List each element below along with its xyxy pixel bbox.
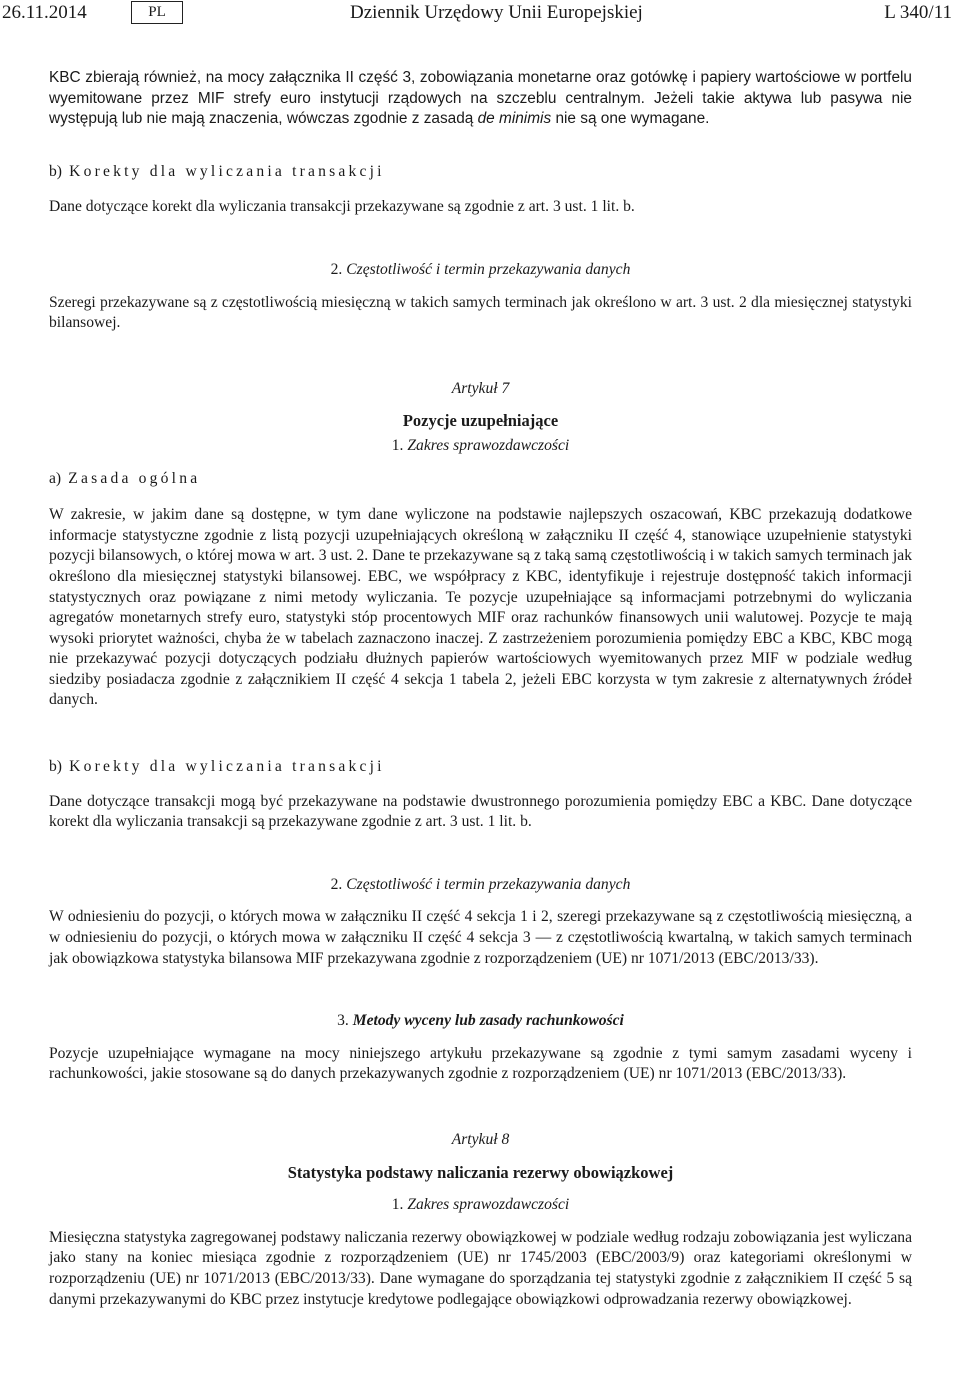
article-8-title: Statystyka podstawy naliczania rezerwy obowiązkowej — [287, 1162, 674, 1182]
journal-header — [0, 2, 960, 28]
article-7-paragraph-3: W odniesieniu do pozycji, o których mowa w załączniku II część 4 sekcja 1 i 2, szeregi przekazywane są z częstotliwością miesięczną, a w odniesieniu do pozycji, o których mowa w załączniku II część 4 sekcja 3 — z częstotliwością kwartalną, w takich samych terminach jak obowiązkowa statystyka bilansowa MIF przekazywana zgodnie z rozporządzeniem (UE) nr 1071/2013 (EBC/2013/33). — [49, 908, 912, 967]
journal-title: Dziennik Urzędowy Unii Europejskiej — [350, 2, 643, 23]
article-7-title: Pozycje uzupełniające — [402, 411, 559, 431]
article-7-subheading-corrections: b) Korekty dla wyliczania transakcji — [49, 758, 385, 776]
document-body — [49, 68, 912, 1310]
article-7-paragraph-1: W zakresie, w jakim dane są dostępne, w tym dane wyliczone na podstawie najlepszych oszacowań, KBC przekazują dodatkowe informacje statystyczne zgodnie z listą pozycji uzupełniających określoną w załączniku II część 4, stanowiące uzupełnienie statystyki pozycji bilansowych, o której mowa w art. 3 ust. 2. Dane te przekazywane są z taką samą częstotliwością i w takich samych terminach jak określono dla miesięcznej statystyki bilansowej. EBC, we współpracy z KBC, identyfikuje i rejestruje dostępność takich informacji statystycznych oraz powiązane z nimi metody wyliczania. Te pozycje uzupełniające są informacjami potrzebnymi do wyliczania agregatów monetarnych strefy euro, statystyki stóp procentowych MIF oraz rachunków finansowych unii walutowej. Pozycje te mają wysoki priorytet ważności, chyba że w tabelach zaznaczono inaczej. Z zastrzeżeniem porozumienia pomiędzy EBC a KBC, KBC mogą nie przekazywać pozycji dotyczących podziału dłużnych papierów wartościowych wyemitowanych przez MIF w podziale według siedziby posiadacza zgodnie z załącznikiem II część 4 sekcja 1 tabela 2, jeżeli EBC korzysta w tym zakresie z alternatywnych źródeł danych. — [49, 506, 912, 709]
intro-paragraph-1: KBC zbierają również, na mocy załącznika II część 3, zobowiązania monetarne oraz gotówkę i papiery wartościowe w portfelu wyemitowane przez MIF strefy euro instytucji rządowych na szczeblu centralnym. Jeżeli takie aktywa lub pasywa nie występują lub nie mają znaczenia, wówczas zgodnie z zasadą de minimis nie są one wymagane. — [49, 69, 912, 128]
article-8-paragraph-1: Miesięczna statystyka zagregowanej podstawy naliczania rezerwy obowiązkowej w podziale według rodzaju zobowiązania jest wyliczana jako stany na koniec miesiąca zgodnie z rozporządzeniem (UE) nr 1745/2003 (EBC/2003/9) oraz kategoriami określonymi w rozporządzeniu (UE) nr 1071/2013 (EBC/2013/33). Dane wymagane do sporządzania tej statystyki zgodnie z załącznikiem II część 5 są danymi przekazywanymi do KBC przez instytucje kredytowe podlegające obowiązkowi odprowadzania rezerwy obowiązkowej. — [49, 1228, 912, 1308]
article-8-label: Artykuł 8 — [451, 1131, 510, 1148]
article-7-paragraph-2: Dane dotyczące transakcji mogą być przekazywane na podstawie dwustronnego porozumienia pomiędzy EBC a KBC. Dane dotyczące korekt dla wyliczania transakcji są przekazywane zgodnie z art. 3 ust. 1 lit. b. — [49, 792, 912, 831]
article-7-paragraph-4: Pozycje uzupełniające wymagane na mocy niniejszego artykułu przekazywane są zgodnie z tymi samym zasadami wyceny i rachunkowości, jakie stosowane są do danych przekazywanych zgodnie z rozporządzeniem (UE) nr 1071/2013 (EBC/2013/33). — [49, 1044, 912, 1083]
publication-date: 26.11.2014 — [2, 2, 87, 23]
article-8-section-1-heading: 1. Zakres sprawozdawczości — [391, 1196, 570, 1214]
article-7-section-1-heading: 1. Zakres sprawozdawczości — [391, 436, 570, 454]
subheading-general-rule: a) Zasada ogólna — [49, 469, 201, 487]
article-7-section-3-heading: 3. Metody wyceny lub zasady rachunkowości — [337, 1012, 624, 1030]
page-reference: L 340/11 — [884, 2, 952, 23]
language-badge: PL — [131, 1, 183, 24]
subheading-corrections: b) Korekty dla wyliczania transakcji — [49, 162, 385, 180]
intro-paragraph-3: Szeregi przekazywane są z częstotliwością miesięczną w takich samych terminach jak określono w art. 3 ust. 2 dla miesięcznej statystyki bilansowej. — [49, 293, 912, 332]
section-heading-frequency: 2. Częstotliwość i termin przekazywania danych — [330, 260, 631, 278]
article-7-label: Artykuł 7 — [451, 379, 510, 397]
intro-paragraph-2: Dane dotyczące korekt dla wyliczania transakcji przekazywane są zgodnie z art. 3 ust. 1 lit. b. — [49, 198, 635, 216]
article-7-section-2-heading: 2. Częstotliwość i termin przekazywania danych — [330, 875, 631, 893]
